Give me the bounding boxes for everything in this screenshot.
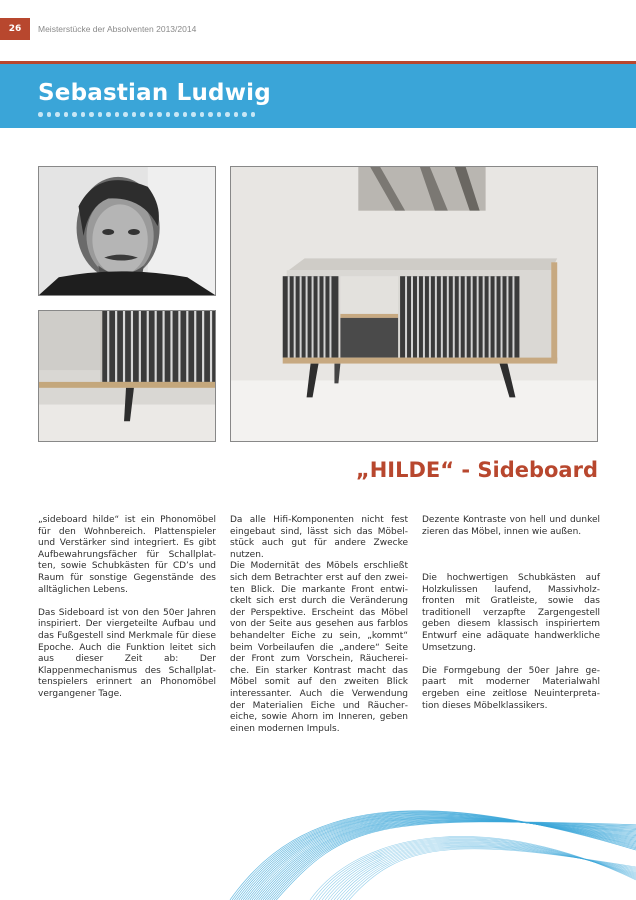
wave-line [346, 848, 636, 900]
banner-dot [191, 112, 196, 117]
paragraph: „sideboard hilde“ ist ein Phonomöbel für den Wohnbereich. Plattenspieler und Verstärker sind integriert. Es gibt Aufbewahrungsfächer für Schallplatten, sowie Schubkästen für CD’s und Raum für sonstige Gegenstände des alltäglichen Lebens. [38, 515, 216, 595]
banner-dot [64, 112, 69, 117]
paragraph: Die hochwertigen Schubkästen auf Holzkulissen laufend, Massivholzfronten mit Gratleiste, sowie das traditionell verzapfte Zargengestell geben diesem klassisch inspiriertem Entwurf eine adäquate handwerkliche Umsetzung. [422, 572, 600, 653]
banner-dot [174, 112, 179, 117]
banner-dot [234, 112, 239, 117]
banner-dot [98, 112, 103, 117]
banner-dot [81, 112, 86, 117]
decorative-wave-graphic [190, 790, 636, 900]
portrait-photo [38, 166, 216, 296]
banner-dot [166, 112, 171, 117]
banner-dot [157, 112, 162, 117]
banner-dot [106, 112, 111, 117]
banner-dot [115, 112, 120, 117]
banner-dot [72, 112, 77, 117]
banner-dot [208, 112, 213, 117]
text-column-1 [38, 515, 216, 712]
wave-line [340, 846, 636, 900]
banner-dot [217, 112, 222, 117]
banner-dot [149, 112, 154, 117]
paragraph: Das Sideboard ist von den 50er Jahren inspiriert. Der viergeteilte Aufbau und das Fußgestell sind Merkmale für diese Epoche. Auch die Funktion leitet sich aus dieser Zeit ab: Der Klappenmechanismus des Schallplattenspielers erinnert an Phonomöbel vergangener Tage. [38, 607, 216, 699]
banner-dot [251, 112, 256, 117]
banner-dot [242, 112, 247, 117]
paragraph: Da alle Hifi-Komponenten nicht fest eingebaut sind, lässt sich das Möbelstück auch gut für andere Zwecke nutzen. [230, 515, 408, 560]
banner-dot [55, 112, 60, 117]
sideboard-main-photo [230, 166, 598, 442]
banner-dot [47, 112, 52, 117]
banner-dot [140, 112, 145, 117]
wave-line [343, 847, 636, 900]
page-number: 26 [0, 18, 30, 40]
sideboard-detail-photo [38, 310, 216, 442]
banner-dot [200, 112, 205, 117]
paragraph: Dezente Kontraste von hell und dunkel zieren das Möbel, innen wie außen. [422, 515, 600, 537]
banner-dot [38, 112, 43, 117]
banner-dot [132, 112, 137, 117]
banner-dot [89, 112, 94, 117]
article-headline: „HILDE“ - Sideboard [355, 458, 598, 482]
page-header [0, 0, 636, 62]
name-banner [0, 64, 636, 128]
text-column-3 [422, 515, 600, 724]
paragraph: Die Modernität des Möbels erschließt sich dem Betrachter erst auf den zweiten Blick. Die markante Front entwickelt sich erst durch die Veränderung der Perspektive. Erscheint das Möbel von der Seite aus gesehen aus farblos behandelter Eiche zu sein, „kommt“ beim Vorbeilaufen die „andere“ Seite der Front zum Vorschein, Räuchereiche. Ein starker Kontrast macht das Möbel somit auf den zweiten Blick interessanter. Auch die Verwendung der Materialien Eiche und Räuchereiche, sowie Ahorn im Inneren, geben einen modernen Impuls. [230, 561, 408, 734]
banner-dot-row [38, 112, 255, 117]
running-title: Meisterstücke der Absolventen 2013/2014 [38, 24, 197, 34]
banner-dot [183, 112, 188, 117]
banner-dot [123, 112, 128, 117]
banner-dot [225, 112, 230, 117]
graduate-name: Sebastian Ludwig [38, 80, 271, 106]
text-column-2 [230, 515, 408, 747]
paragraph: Die Formgebung der 50er Jahre gepaart mit moderner Materialwahl ergeben eine zeitlose Neuinterpretation dieses Möbelklassikers. [422, 665, 600, 711]
wave-line [252, 817, 636, 900]
